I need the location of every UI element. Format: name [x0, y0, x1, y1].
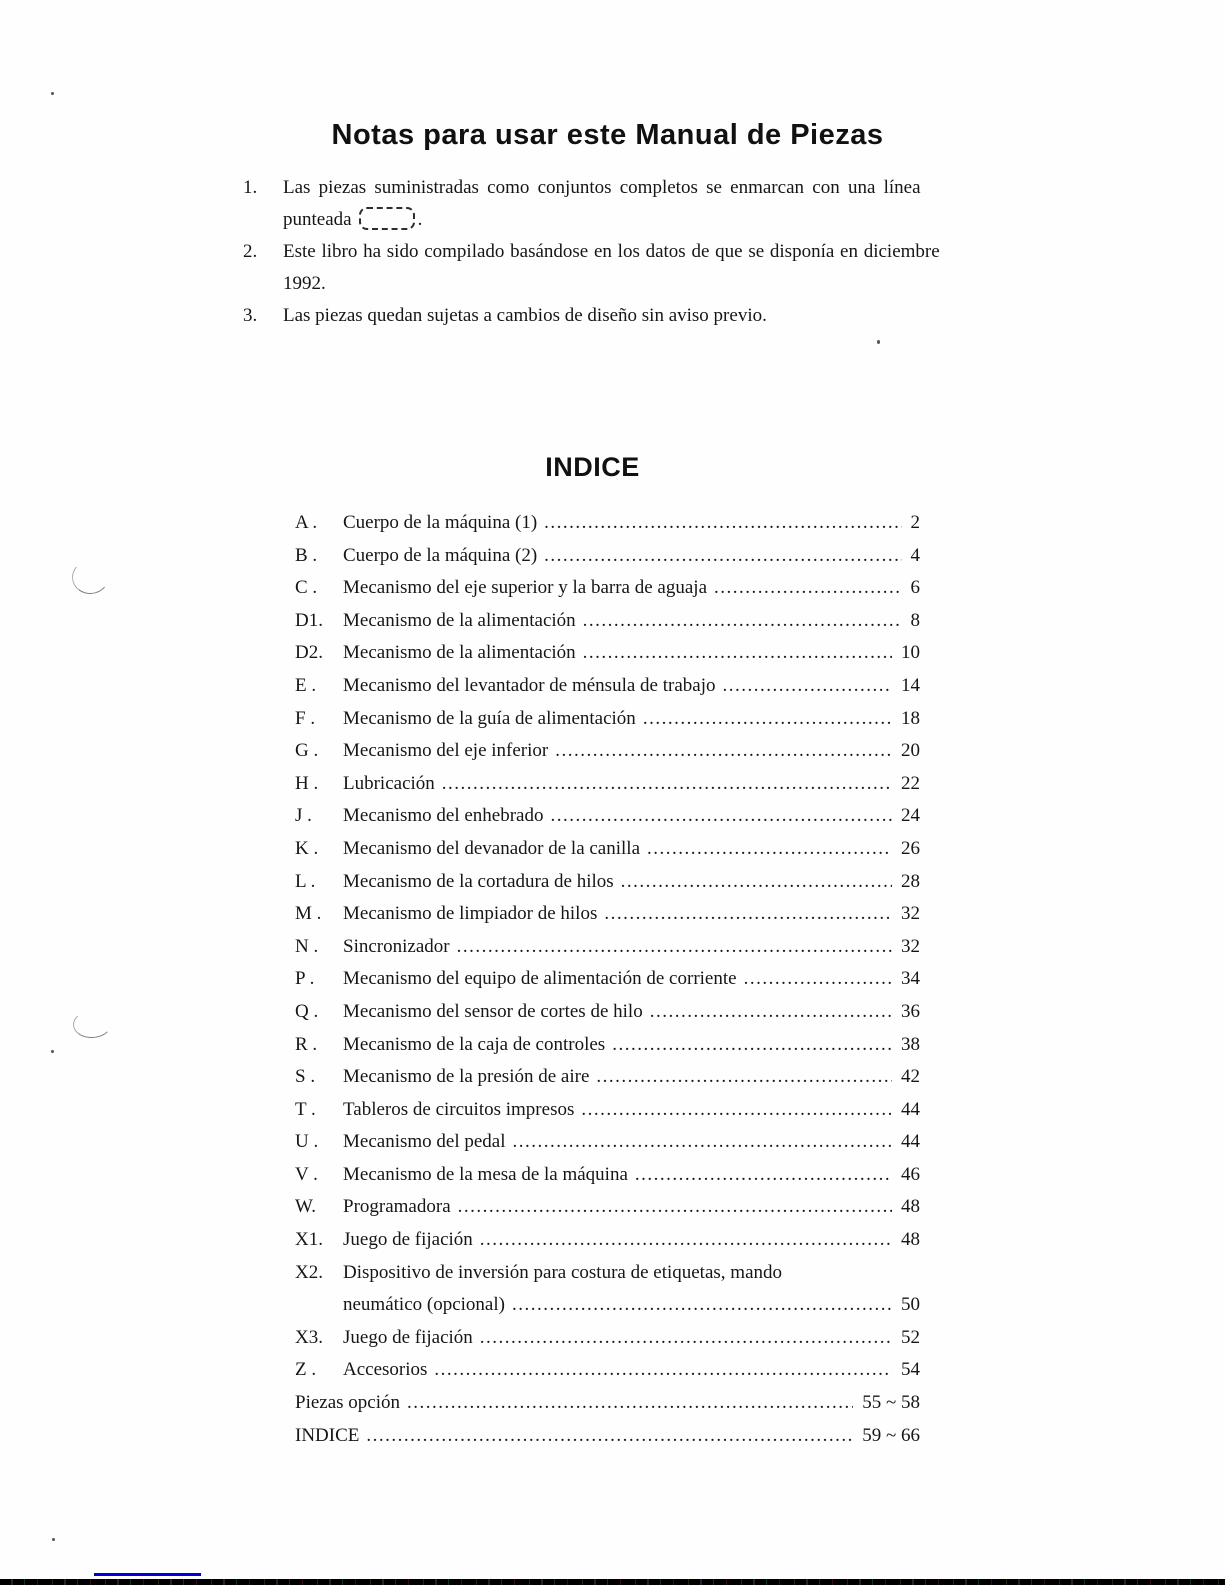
toc-title: Juego de fijación [343, 1229, 473, 1251]
dot-leader [512, 1294, 892, 1316]
dot-leader [544, 545, 901, 567]
toc-page-number: 38 [901, 1033, 920, 1055]
toc-page-number: 4 [910, 544, 920, 566]
toc-label: F . [295, 707, 316, 729]
dot-leader [744, 968, 892, 990]
dot-leader [581, 1099, 892, 1121]
note-line [283, 204, 973, 236]
table-of-contents [295, 512, 920, 1457]
scan-artifact-speck [51, 92, 54, 95]
toc-page-number: 20 [901, 740, 920, 762]
toc-title: Cuerpo de la máquina (1) [343, 512, 538, 533]
toc-row [295, 1327, 920, 1360]
toc-page-number: 50 [901, 1294, 920, 1316]
toc-page-number: 32 [901, 935, 920, 957]
toc-label: X3. [295, 1326, 323, 1348]
toc-row [295, 1034, 920, 1067]
dot-leader [434, 1359, 892, 1381]
toc-label: R . [295, 1033, 318, 1055]
toc-row [295, 610, 920, 643]
toc-title: Sincronizador [343, 935, 450, 957]
toc-label: G . [295, 740, 319, 762]
toc-title: Mecanismo del equipo de alimentación de corriente [343, 968, 737, 990]
toc-label: X2. [295, 1261, 323, 1283]
toc-row [295, 773, 920, 806]
toc-row [295, 642, 920, 675]
toc-page-number: 8 [910, 609, 920, 631]
dot-leader [647, 838, 892, 860]
note-line: Este libro ha sido compilado basándose en los datos de que se disponía en diciembre [283, 241, 940, 262]
toc-title: Mecanismo de la caja de controles [343, 1033, 606, 1055]
note-text [283, 236, 973, 300]
scan-artifact-speck [52, 1538, 55, 1541]
notes-section [243, 172, 973, 332]
toc-title: Lubricación [343, 772, 435, 794]
note-text [283, 172, 973, 236]
dot-leader [407, 1392, 853, 1414]
toc-row [295, 805, 920, 838]
toc-row [295, 1425, 920, 1458]
toc-row [295, 1359, 920, 1392]
dot-leader [650, 1001, 892, 1023]
toc-page-number: 44 [901, 1098, 920, 1120]
toc-label: P . [295, 968, 315, 990]
toc-row [295, 1229, 920, 1262]
toc-title: Juego de fijación [343, 1326, 473, 1348]
dot-leader [366, 1425, 853, 1447]
toc-row [295, 708, 920, 741]
toc-row [295, 1262, 920, 1295]
toc-label: J . [295, 805, 312, 827]
toc-title: Mecanismo de la alimentación [343, 642, 576, 664]
toc-title: Tableros de circuitos impresos [343, 1098, 575, 1120]
toc-title: Cuerpo de la máquina (2) [343, 544, 538, 566]
toc-row [295, 1196, 920, 1229]
dot-leader [596, 1066, 892, 1088]
toc-title: Mecanismo del enhebrado [343, 805, 544, 827]
toc-label: Q . [295, 1000, 319, 1022]
blue-underline-mark [94, 1573, 201, 1576]
toc-row [295, 1099, 920, 1132]
dot-leader [513, 1131, 892, 1153]
scan-artifact-speck [51, 1050, 54, 1053]
toc-page-number: 32 [901, 903, 920, 925]
toc-row-continuation [295, 1294, 920, 1327]
toc-page-number: 48 [901, 1196, 920, 1218]
toc-title: Piezas opción [295, 1392, 401, 1414]
note-item [243, 172, 973, 236]
toc-label: V . [295, 1163, 318, 1185]
toc-label: T . [295, 1098, 316, 1120]
dot-leader [643, 708, 892, 730]
dot-leader [458, 1196, 892, 1218]
toc-page-number: 24 [901, 805, 920, 827]
toc-page-number: 28 [901, 870, 920, 892]
toc-title: Mecanismo del pedal [343, 1131, 506, 1153]
toc-title: neumático (opcional) [343, 1294, 505, 1316]
toc-row [295, 545, 920, 578]
toc-row [295, 740, 920, 773]
toc-page-number: 34 [901, 968, 920, 990]
toc-row [295, 512, 920, 545]
toc-row [295, 1164, 920, 1197]
scan-artifact-curve [70, 558, 110, 596]
toc-label: X1. [295, 1229, 323, 1251]
dot-leader [544, 512, 901, 534]
toc-title: Mecanismo de la mesa de la máquina [343, 1163, 628, 1185]
dot-leader [722, 675, 892, 697]
toc-label: W. [295, 1196, 316, 1218]
dot-leader [555, 740, 892, 762]
scan-artifact-curve [72, 1009, 113, 1040]
toc-title: Mecanismo del eje inferior [343, 740, 549, 762]
toc-label: A . [295, 512, 318, 533]
page-title: Notas para usar este Manual de Piezas [331, 119, 884, 152]
toc-page-number: 46 [901, 1163, 920, 1185]
note-line-prefix: punteada [283, 209, 352, 230]
scan-edge-strip [0, 1579, 1225, 1585]
toc-page-number: 59 ~ 66 [862, 1424, 920, 1446]
dot-leader [635, 1164, 892, 1186]
dot-leader [612, 1034, 892, 1056]
toc-title: Mecanismo de la guía de alimentación [343, 707, 636, 729]
toc-title: Mecanismo de limpiador de hilos [343, 903, 598, 925]
dot-leader [583, 610, 902, 632]
toc-title: Mecanismo de la alimentación [343, 609, 576, 631]
toc-row [295, 936, 920, 969]
toc-page-number: 2 [910, 512, 920, 533]
toc-row [295, 1066, 920, 1099]
toc-title: Programadora [343, 1196, 451, 1218]
toc-label: D1. [295, 609, 323, 631]
toc-page-number: 55 ~ 58 [862, 1392, 920, 1414]
toc-row [295, 968, 920, 1001]
toc-label: S . [295, 1066, 316, 1088]
toc-page-number: 18 [901, 707, 920, 729]
dot-leader [550, 805, 892, 827]
note-line-suffix: . [417, 209, 423, 230]
toc-title: Mecanismo del levantador de ménsula de trabajo [343, 674, 716, 696]
toc-title: Mecanismo de la presión de aire [343, 1066, 590, 1088]
toc-page-number: 26 [901, 837, 920, 859]
toc-page-number: 44 [901, 1131, 920, 1153]
toc-page-number: 52 [901, 1326, 920, 1348]
toc-label: K . [295, 837, 319, 859]
toc-row [295, 871, 920, 904]
toc-label: D2. [295, 642, 323, 664]
note-line: 1992. [283, 273, 326, 294]
dot-leader [604, 903, 892, 925]
toc-row [295, 1001, 920, 1034]
dot-leader [621, 871, 892, 893]
note-number: 1. [243, 177, 258, 198]
note-number: 3. [243, 305, 258, 326]
toc-label: E . [295, 674, 317, 696]
note-text [283, 300, 973, 332]
toc-page-number: 36 [901, 1000, 920, 1022]
toc-title: Dispositivo de inversión para costura de etiquetas, mando [343, 1261, 783, 1283]
note-number: 2. [243, 241, 258, 262]
scan-artifact-speck [877, 340, 880, 344]
toc-title: Mecanismo del sensor de cortes de hilo [343, 1000, 643, 1022]
toc-row [295, 1131, 920, 1164]
dot-leader [480, 1229, 892, 1251]
dot-leader [583, 642, 892, 664]
toc-label: M . [295, 903, 322, 925]
toc-page-number: 6 [910, 577, 920, 599]
toc-page-number: 48 [901, 1229, 920, 1251]
note-item [243, 300, 973, 332]
toc-row [295, 838, 920, 871]
toc-label: L . [295, 870, 316, 892]
toc-page-number: 14 [901, 674, 920, 696]
toc-page-number: 42 [901, 1066, 920, 1088]
toc-row [295, 675, 920, 708]
toc-label: Z . [295, 1359, 317, 1381]
toc-label: N . [295, 935, 319, 957]
toc-page-number: 54 [901, 1359, 920, 1381]
toc-title: Mecanismo de la cortadura de hilos [343, 870, 614, 892]
toc-row [295, 577, 920, 610]
toc-label: U . [295, 1131, 319, 1153]
dot-leader [480, 1327, 892, 1349]
toc-title: Mecanismo del eje superior y la barra de aguaja [343, 577, 708, 599]
note-item [243, 236, 973, 300]
toc-title: Accesorios [343, 1359, 428, 1381]
note-line: Las piezas quedan sujetas a cambios de diseño sin aviso previo. [283, 305, 767, 326]
toc-page-number: 10 [901, 642, 920, 664]
toc-row [295, 903, 920, 936]
toc-label: H . [295, 772, 319, 794]
toc-row [295, 1392, 920, 1425]
note-line: Las piezas suministradas como conjuntos completos se enmarcan con una línea [283, 177, 921, 198]
dot-leader [442, 773, 892, 795]
dot-leader [457, 936, 892, 958]
dashed-outline-symbol [359, 207, 415, 230]
toc-title: Mecanismo del devanador de la canilla [343, 837, 641, 859]
toc-label: B . [295, 544, 318, 566]
toc-label: C . [295, 577, 318, 599]
toc-page-number: 22 [901, 772, 920, 794]
index-heading: INDICE [545, 452, 640, 483]
toc-title: INDICE [295, 1424, 360, 1446]
dot-leader [714, 577, 901, 599]
